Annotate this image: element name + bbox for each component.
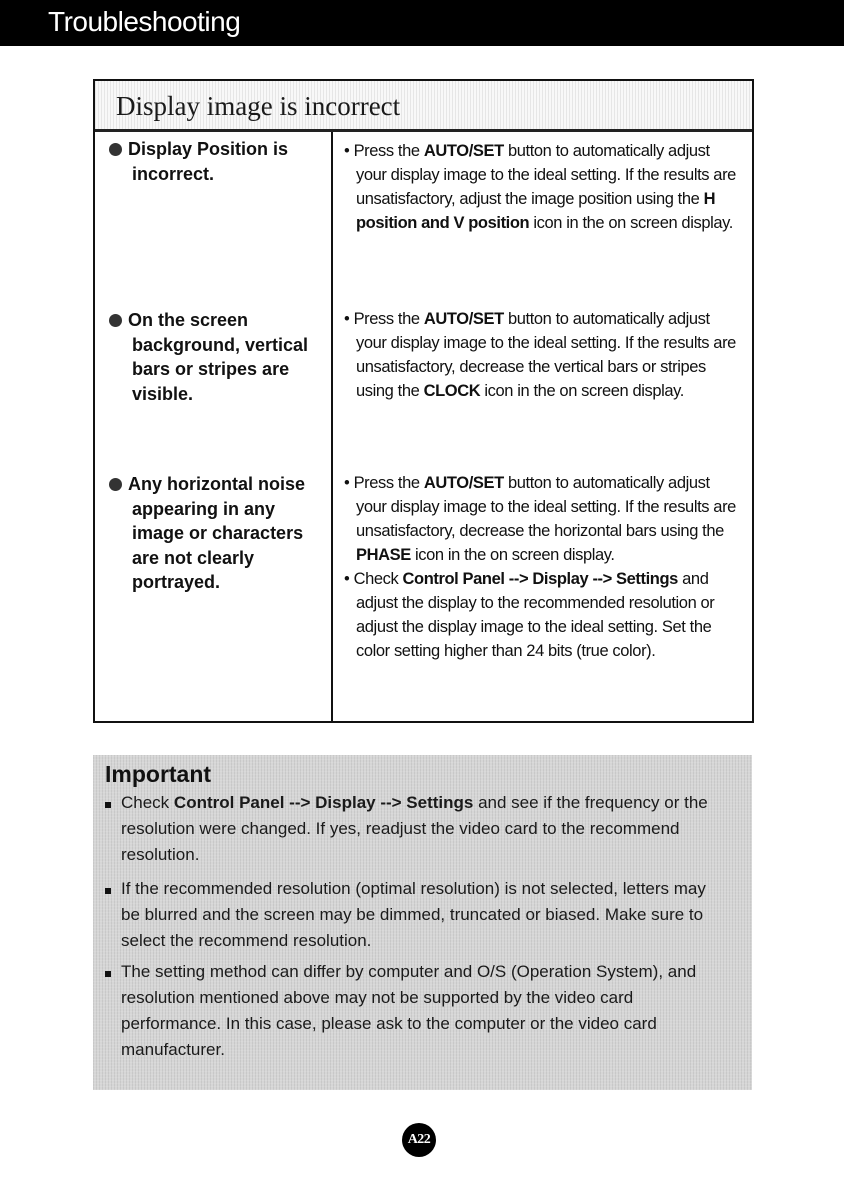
bullet-dot-icon	[109, 143, 122, 156]
solution-item: • Press the AUTO/SET button to automatically adjust your display image to the ideal setting. If the results are unsatisfactory, decrease the vertical bars or stripes using the CLOCK icon in the on screen display.	[344, 310, 736, 400]
important-title: Important	[105, 761, 212, 787]
section-header	[95, 81, 752, 132]
solution-vertical-bars	[344, 307, 744, 403]
header-bar	[0, 0, 844, 46]
important-item: The setting method can differ by computer and O/S (Operation System), and resolution mentioned above may not be supported by the video card performance. In this case, please ask to the computer or the video card manufacturer.	[105, 959, 715, 1063]
problem-text: On the screen background, vertical bars or stripes are visible.	[128, 310, 309, 404]
bullet-dot-icon	[109, 314, 122, 327]
square-bullet-icon	[105, 971, 111, 977]
problem-vertical-bars	[109, 308, 319, 406]
bullet-dot-icon	[109, 478, 122, 491]
square-bullet-icon	[105, 802, 111, 808]
problem-display-position	[109, 137, 319, 186]
important-box	[93, 755, 752, 1090]
important-item: Check Control Panel --> Display --> Settings and see if the frequency or the resolution were changed. If yes, readjust the video card to the recommend resolution.	[105, 790, 715, 868]
solution-item: • Check Control Panel --> Display --> Settings and adjust the display to the recommended resolution or adjust the display image to the ideal setting. Set the color setting higher than 24 bits (true color).	[344, 570, 715, 660]
troubleshooting-table	[93, 79, 754, 723]
page-number-badge: A22	[402, 1123, 436, 1157]
solution-item: • Press the AUTO/SET button to automatically adjust your display image to the ideal setting. If the results are unsatisfactory, decrease the horizontal bars using the PHASE icon in the on screen display.	[344, 474, 736, 564]
problem-text: Display Position is incorrect.	[128, 139, 289, 184]
page-title: Troubleshooting	[48, 6, 241, 37]
problem-horizontal-noise	[109, 472, 319, 595]
square-bullet-icon	[105, 888, 111, 894]
column-divider	[331, 132, 333, 721]
solution-display-position	[344, 139, 744, 235]
solution-item: • Press the AUTO/SET button to automatically adjust your display image to the ideal setting. If the results are unsatisfactory, adjust the image position using the H position and V position icon in the on screen display.	[344, 142, 736, 232]
problem-text: Any horizontal noise appearing in any image or characters are not clearly portrayed.	[128, 474, 306, 592]
important-item: If the recommended resolution (optimal resolution) is not selected, letters may be blurred and the screen may be dimmed, truncated or biased. Make sure to select the recommend resolution.	[105, 876, 715, 954]
solution-horizontal-noise	[344, 471, 744, 663]
section-title: Display image is incorrect	[116, 91, 401, 121]
